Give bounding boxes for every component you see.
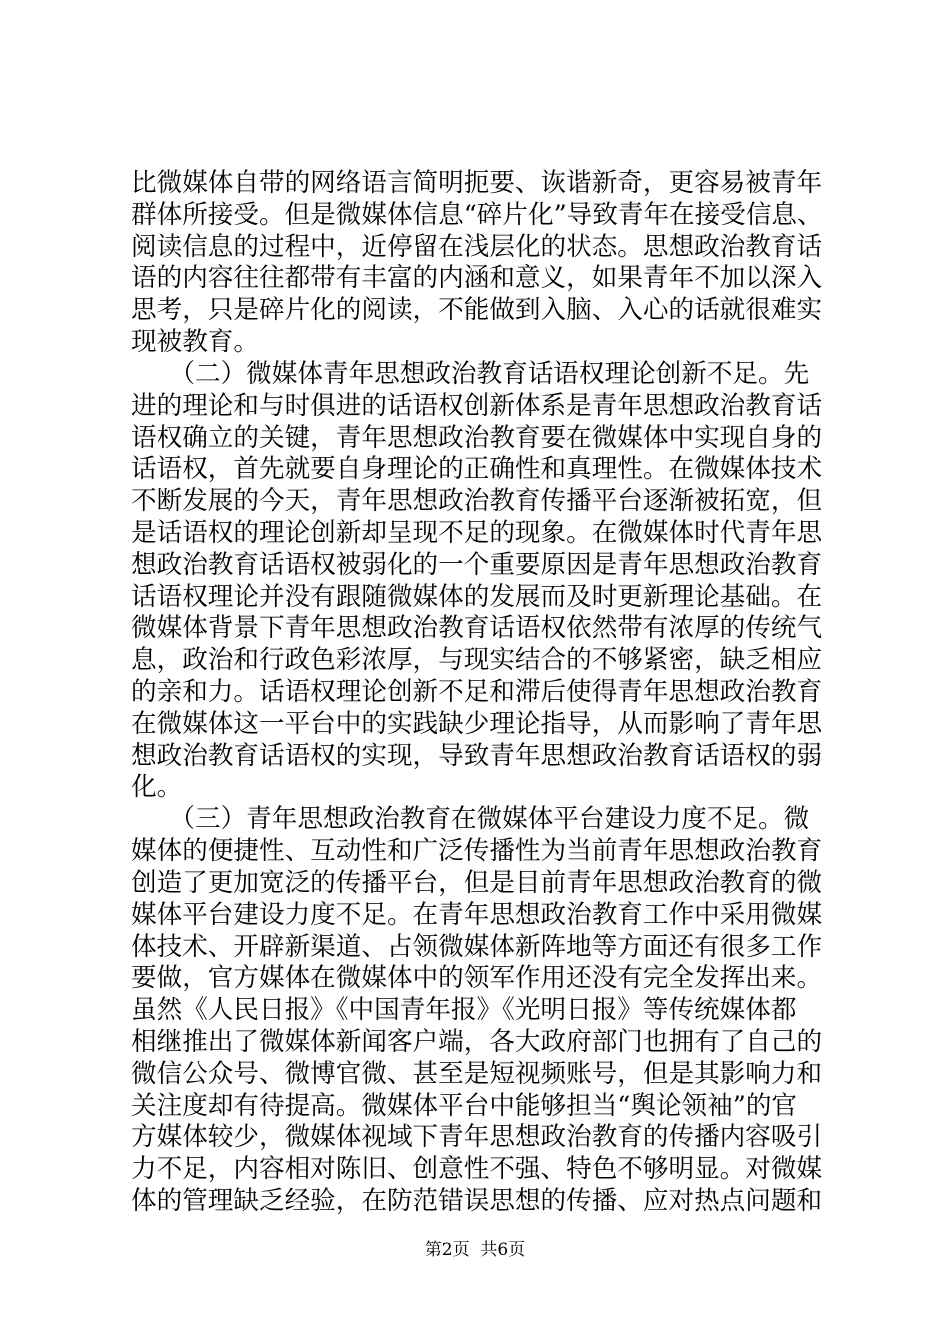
text-line: 体的管理缺乏经验，在防范错误思想的传播、应对热点问题和 [131,1186,823,1216]
text-line: 话语权理论并没有跟随微媒体的发展而及时更新理论基础。在 [131,582,823,612]
text-line: 进的理论和与时俱进的话语权创新体系是青年思想政治教育话 [131,391,823,421]
text-line: 媒体平台建设力度不足。在青年思想政治教育工作中采用微媒 [131,900,823,930]
text-line: 相继推出了微媒体新闻客户端，各大政府部门也拥有了自己的 [131,1027,823,1057]
text-line: 微媒体背景下青年思想政治教育话语权依然带有浓厚的传统气 [131,613,823,643]
text-line: 化。 [131,772,183,802]
text-line: 阅读信息的过程中，近停留在浅层化的状态。思想政治教育话 [131,232,823,262]
text-line: 现被教育。 [131,327,259,357]
text-line: 关注度却有待提高。微媒体平台中能够担当“舆论领袖”的官 [131,1091,798,1121]
text-line: 语权确立的关键，青年思想政治教育要在微媒体中实现自身的 [131,423,823,453]
text-line: 力不足，内容相对陈旧、创意性不强、特色不够明显。对微媒 [131,1154,823,1184]
text-line: 比微媒体自带的网络语言简明扼要、诙谐新奇，更容易被青年 [131,168,823,198]
text-line: 要做，官方媒体在微媒体中的领军作用还没有完全发挥出来。 [131,963,823,993]
text-line: 思考，只是碎片化的阅读，不能做到入脑、入心的话就很难实 [131,295,823,325]
text-line: 的亲和力。话语权理论创新不足和滞后使得青年思想政治教育 [131,677,823,707]
text-line: 方媒体较少，微媒体视域下青年思想政治教育的传播内容吸引 [131,1122,823,1152]
text-line: 媒体的便捷性、互动性和广泛传播性为当前青年思想政治教育 [131,836,823,866]
page-footer: 第2页 共6页 [424,1240,526,1260]
text-line: 创造了更加宽泛的传播平台，但是目前青年思想政治教育的微 [131,868,823,898]
text-line: 微信公众号、微博官微、甚至是短视频账号，但是其影响力和 [131,1059,823,1089]
text-line: 话语权，首先就要自身理论的正确性和真理性。在微媒体技术 [131,454,823,484]
text-line: 不断发展的今天，青年思想政治教育传播平台逐渐被拓宽，但 [131,486,823,516]
text-line: 体技术、开辟新渠道、占领微媒体新阵地等方面还有很多工作 [131,932,823,962]
text-line: 群体所接受。但是微媒体信息“碎片化”导致青年在接受信息、 [131,200,823,230]
text-line: 是话语权的理论创新却呈现不足的现象。在微媒体时代青年思 [131,518,823,548]
text-line: 想政治教育话语权被弱化的一个重要原因是青年思想政治教育 [131,550,823,580]
text-line: 虽然《人民日报》《中国青年报》《光明日报》等传统媒体都 [131,995,797,1025]
text-line: 息，政治和行政色彩浓厚，与现实结合的不够紧密，缺乏相应 [131,645,823,675]
text-line: （三）青年思想政治教育在微媒体平台建设力度不足。微 [131,804,810,834]
text-line: 语的内容往往都带有丰富的内涵和意义，如果青年不加以深入 [131,263,823,293]
text-line: （二）微媒体青年思想政治教育话语权理论创新不足。先 [131,359,810,389]
text-line: 想政治教育话语权的实现，导致青年思想政治教育话语权的弱 [131,741,823,771]
text-line: 在微媒体这一平台中的实践缺少理论指导，从而影响了青年思 [131,709,823,739]
